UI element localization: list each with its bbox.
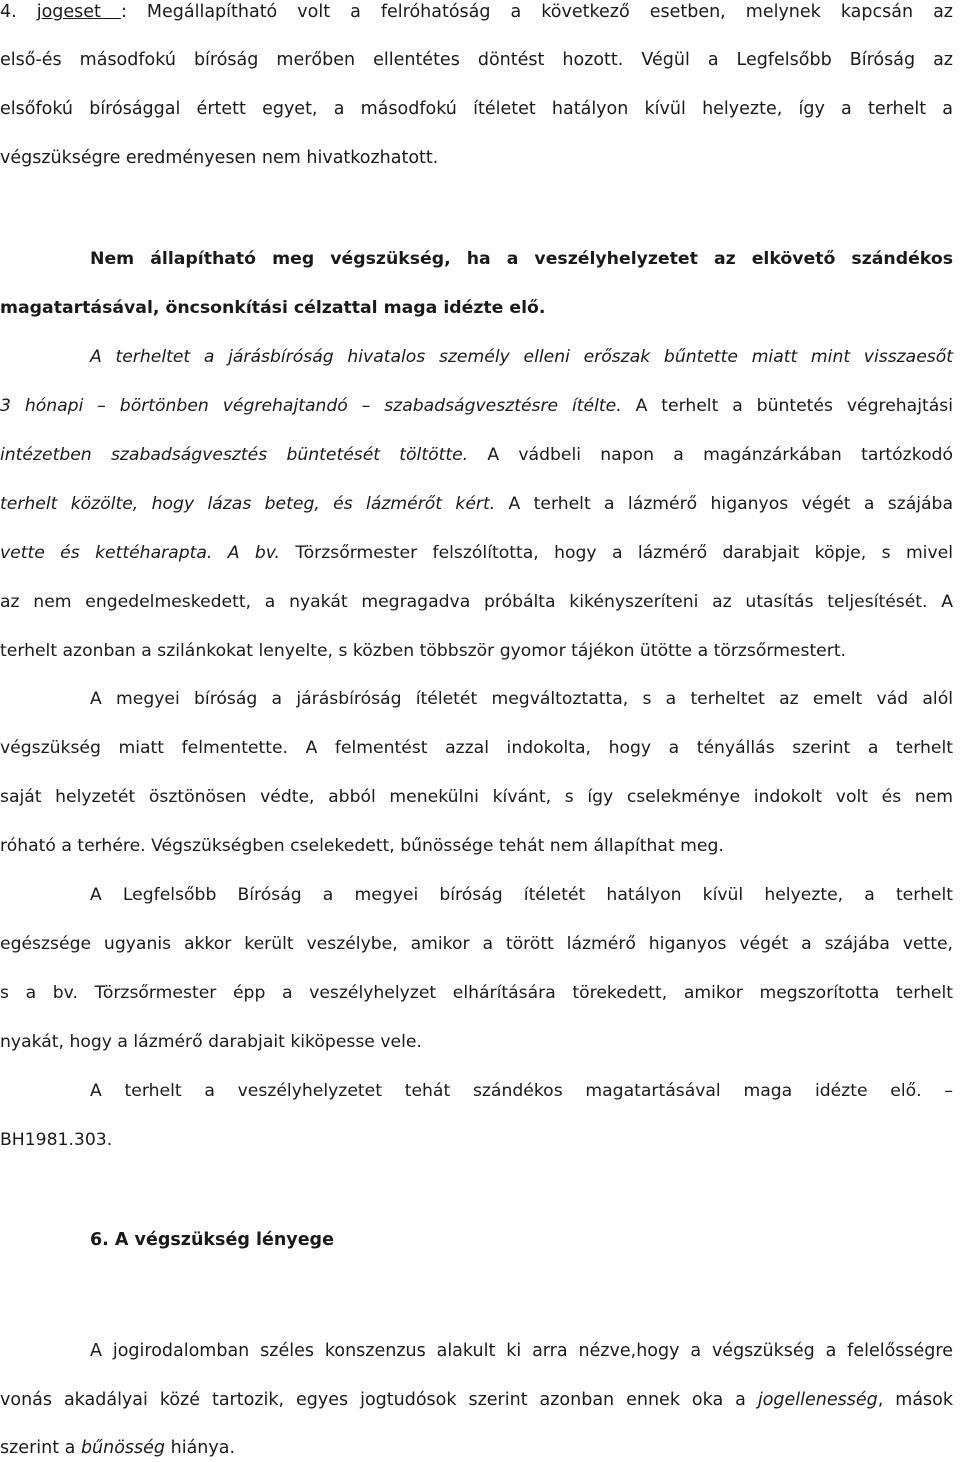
essence-line-1: A jogirodalomban széles konszenzus alakult ki arra nézve,hogy a végszükség a felelősségre <box>90 1341 953 1361</box>
section-heading: 6. A végszükség lényege <box>90 1230 334 1250</box>
case-number: 4. <box>0 2 37 22</box>
term-bunosseg: bűnösség <box>80 1438 166 1458</box>
thesis-line-1: Nem állapítható meg végszükség, ha a veszélyhelyzetet az elkövető szándékos <box>90 249 953 269</box>
italic-span: intézetben szabadságvesztés büntetését töltötte. <box>0 445 469 465</box>
text-span: szerint a <box>0 1438 81 1458</box>
case-facts-line-7: terhelt azonban a szilánkokat lenyelte, s közben többször gyomor tájékon ütötte a törzsőrmestert. <box>0 641 847 661</box>
county-line-4: róható a terhére. Végszükségben cselekedett, bűnössége tehát nem állapíthat meg. <box>0 836 724 856</box>
case-intro-line-1 <box>0 0 953 24</box>
supreme-line-4: nyakát, hogy a lázmérő darabjait kiköpesse vele. <box>0 1032 422 1052</box>
case-intro-line-2: első-és másodfokú bíróság merőben ellentétes döntést hozott. Végül a Legfelsőbb Bíróság az <box>0 50 953 70</box>
conclusion-line-1: A terhelt a veszélyhelyzetet tehát szándékos magatartásával maga idézte elő. – <box>90 1081 953 1101</box>
case-facts-line-2 <box>0 394 953 418</box>
case-facts-line-6: az nem engedelmeskedett, a nyakát megragadva próbálta kikényszeríteni az utasítás teljesítését. A <box>0 592 953 612</box>
supreme-line-1: A Legfelsőbb Bíróság a megyei bíróság ítéletét hatályon kívül helyezte, a terhelt <box>90 885 953 905</box>
county-line-1: A megyei bíróság a járásbíróság ítéletét megváltoztatta, s a terheltet az emelt vád alól <box>90 689 953 709</box>
county-line-3: saját helyzetét ösztönösen védte, abból menekülni kívánt, s így cselekménye indokolt volt és nem <box>0 787 953 807</box>
case-facts-line-4 <box>0 492 953 516</box>
text-span: Törzsőrmester felszólította, hogy a lázmérő darabjait köpje, s mivel <box>280 543 953 563</box>
case-intro-line-3: elsőfokú bírósággal értett egyet, a másodfokú ítéletet hatályon kívül helyezte, így a terhelt a <box>0 99 953 119</box>
supreme-line-2: egészsége ugyanis akkor került veszélybe, amikor a törött lázmérő higanyos végét a szájába vette, <box>0 934 953 954</box>
text-span: , mások <box>877 1390 954 1410</box>
text-span: vonás akadályai közé tartozik, egyes jogtudósok szerint azonban ennek oka a <box>0 1390 758 1410</box>
case-citation: BH1981.303. <box>0 1130 113 1150</box>
text-span: A terhelt a lázmérő higanyos végét a szájába <box>495 494 953 514</box>
supreme-line-3: s a bv. Törzsőrmester épp a veszélyhelyzet elhárítására törekedett, amikor megszorította terhelt <box>0 983 953 1003</box>
italic-span: terhelt közölte, hogy lázas beteg, és lázmérőt kért. <box>0 494 496 514</box>
text-span: A terhelt a büntetés végrehajtási <box>621 396 953 416</box>
term-jogellenesseg: jogellenesség <box>757 1390 878 1410</box>
case-facts-line-5 <box>0 541 953 565</box>
case-facts-line-1: A terheltet a járásbíróság hivatalos személy elleni erőszak bűntette miatt mint visszaesőt <box>90 347 953 367</box>
case-link[interactable]: jogeset <box>36 2 121 22</box>
text-span: hiánya. <box>165 1438 236 1458</box>
thesis-line-2: magatartásával, öncsonkítási célzattal maga idézte elő. <box>0 298 546 318</box>
essence-line-2 <box>0 1388 953 1412</box>
italic-span: vette és kettéharapta. A bv. <box>0 543 281 563</box>
italic-span: 3 hónapi – börtönben végrehajtandó – szabadságvesztésre ítélte. <box>0 396 622 416</box>
case-intro-text: : Megállapítható volt a felróhatóság a következő esetben, melynek kapcsán az <box>120 2 953 22</box>
case-intro-line-4: végszükségre eredményesen nem hivatkozhatott. <box>0 148 439 168</box>
case-facts-line-3 <box>0 443 953 467</box>
county-line-2: végszükség miatt felmentette. A felmentést azzal indokolta, hogy a tényállás szerint a terhelt <box>0 738 953 758</box>
essence-line-3 <box>0 1436 953 1460</box>
text-span: A vádbeli napon a magánzárkában tartózkodó <box>468 445 953 465</box>
